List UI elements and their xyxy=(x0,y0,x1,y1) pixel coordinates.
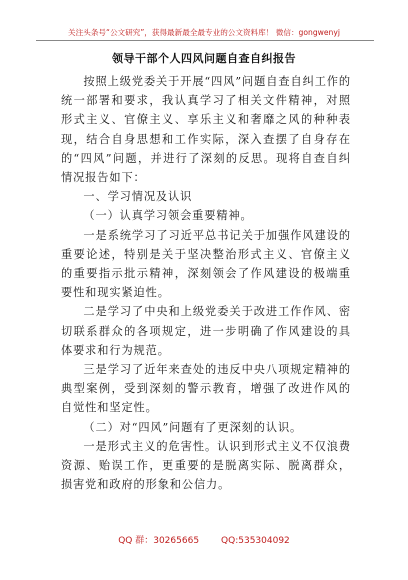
section-heading-1: 一、学习情况及认识 xyxy=(83,190,193,204)
body-paragraph: 二是学习了中央和上级党委关于改进工作作风、密切联系群众的各项规定，进一步明确了作风建设的具体要求和行为规范。 xyxy=(61,305,351,357)
header-banner: 关注头条号“公文研究”，获得最新最全最专业的公文资料库！ 微信：gongwenyj xyxy=(68,28,340,37)
footer-contact xyxy=(0,533,408,546)
footer-qq-number: QQ:535304092 xyxy=(221,536,290,546)
header-divider xyxy=(36,40,374,41)
document-body xyxy=(61,72,351,494)
body-paragraph: 一是系统学习了习近平总书记关于加强作风建设的重要论述，特别是关于坚决整治形式主义、官僚主义的重要指示批示精神，深刻领会了作风建设的极端重要性和现实紧迫性。 xyxy=(61,228,351,300)
intro-paragraph: 按照上级党委关于开展“四风”问题自查自纠工作的统一部署和要求，我认真学习了相关文件精神，对照形式主义、官僚主义、享乐主义和奢靡之风的种种表现，结合自身思想和工作实际，深入查摆了自身存在的“四风”问题，并进行了深刻的反思。现将自查自纠情况报告如下： xyxy=(61,75,351,185)
subsection-heading-1: （一）认真学习领会重要精神。 xyxy=(83,209,253,223)
footer-qq-group: QQ 群：30265665 xyxy=(118,536,200,546)
document-title: 领导干部个人四风问题自查自纠报告 xyxy=(112,52,296,65)
body-paragraph: 三是学习了近年来查处的违反中央八项规定精神的典型案例，受到深刻的警示教育，增强了改进作风的自觉性和坚定性。 xyxy=(61,363,351,415)
body-paragraph: 一是形式主义的危害性。认识到形式主义不仅浪费资源、贻误工作，更重要的是脱离实际、脱离群众，损害党和政府的形象和公信力。 xyxy=(61,439,351,492)
subsection-heading-2: （二）对“四风”问题有了更深刻的认识。 xyxy=(83,420,303,434)
